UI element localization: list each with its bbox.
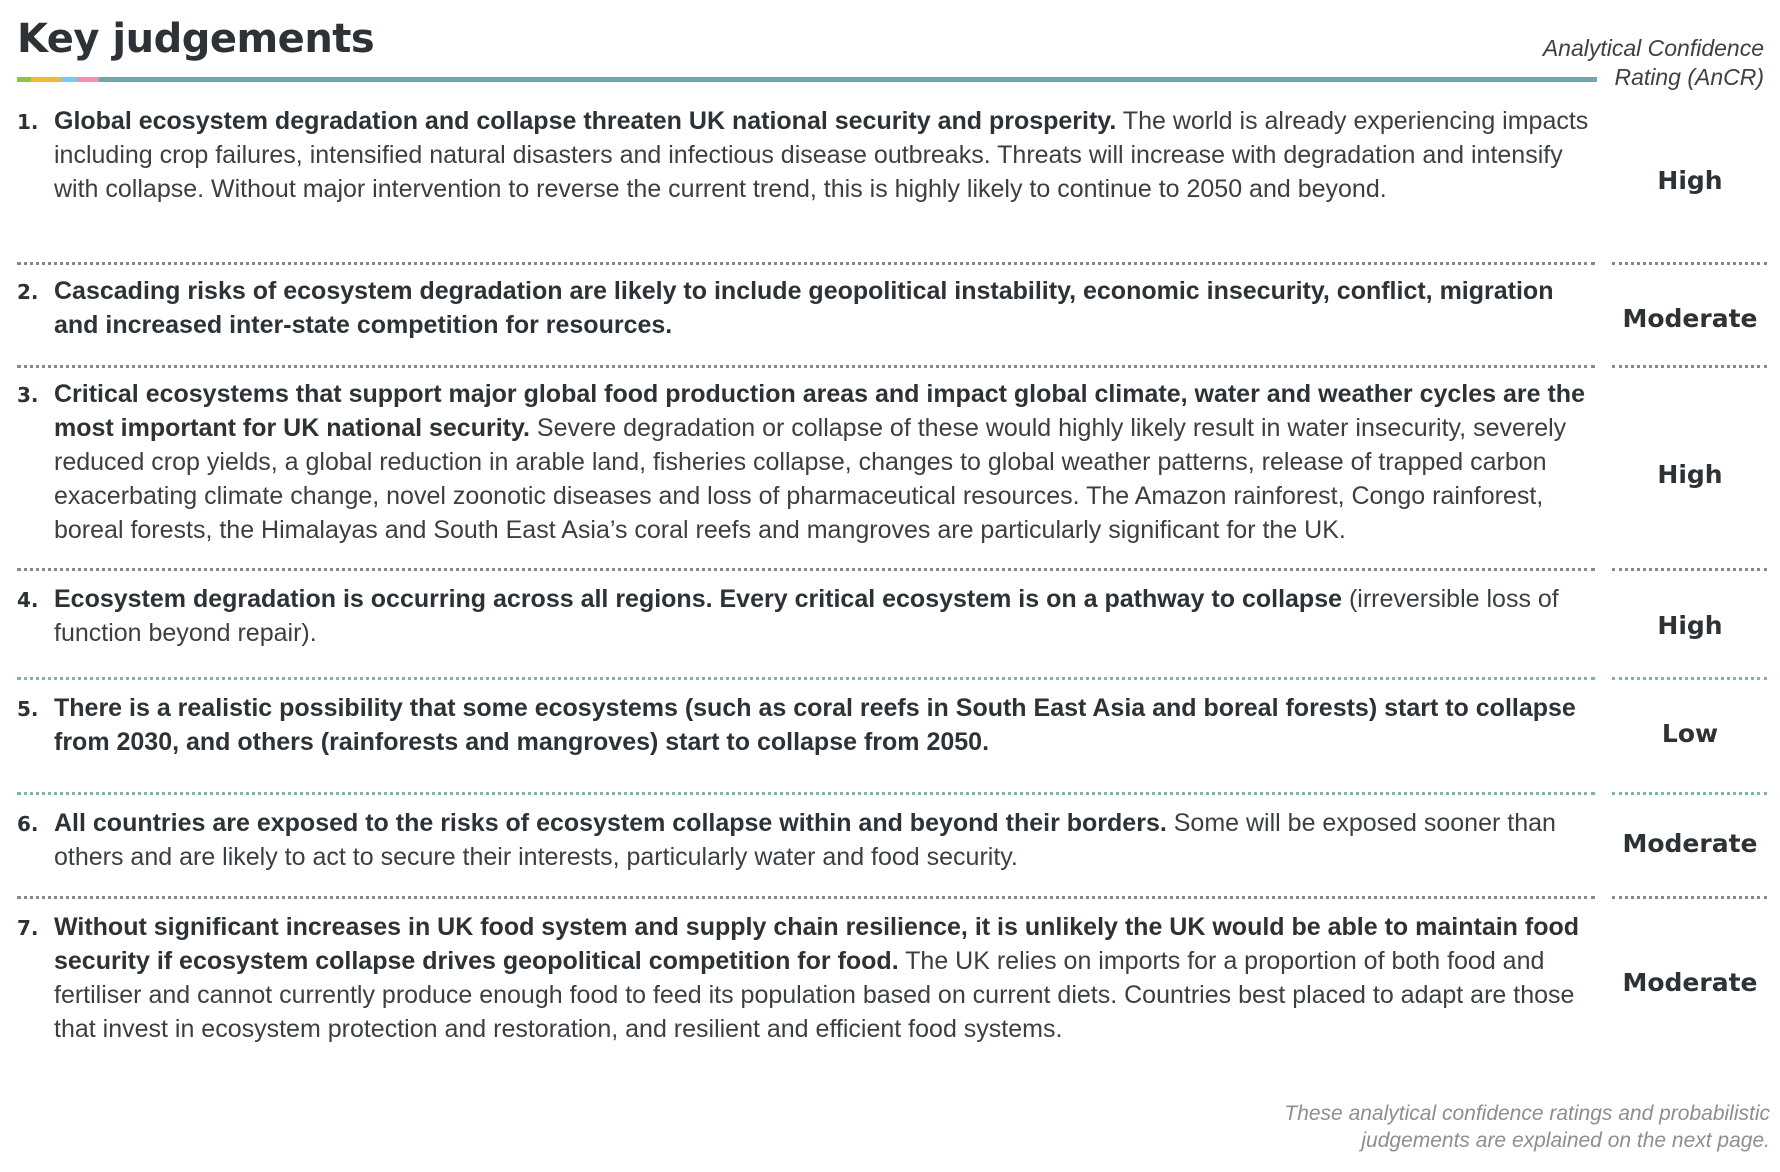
confidence-rating: High bbox=[1657, 460, 1723, 489]
row-separator bbox=[17, 262, 1595, 265]
judgement-body: (irreversible loss of function beyond repair). bbox=[54, 585, 1559, 647]
judgement-bold: Cascading risks of ecosystem degradation are likely to include geopolitical instability, economic insecurity, conflict, migration and increased inter-state competition for resources. bbox=[54, 277, 1554, 339]
judgement-bold: There is a realistic possibility that some ecosystems (such as coral reefs in South East Asia and boreal forests) start to collapse from 2030, and others (rainforests and mangroves) start to collapse from 2050. bbox=[54, 694, 1576, 756]
judgement-number: 4. bbox=[17, 588, 39, 612]
judgement-bold: Ecosystem degradation is occurring across all regions. Every critical ecosystem is on a pathway to collapse bbox=[54, 585, 1343, 613]
judgement-text bbox=[54, 274, 1599, 342]
confidence-rating: Moderate bbox=[1622, 829, 1758, 858]
row-separator bbox=[17, 365, 1595, 368]
judgement-text bbox=[54, 691, 1599, 759]
row-separator bbox=[1612, 896, 1767, 899]
judgement-number: 6. bbox=[17, 812, 39, 836]
footnote bbox=[1250, 1100, 1770, 1154]
judgement-body: The world is already experiencing impacts including crop failures, intensified natural disasters and infectious disease outbreaks. Threats will increase with degradation and intensify with collapse. Without major intervention to reverse the current trend, this is highly likely to continue to 2050 and beyond. bbox=[54, 107, 1589, 203]
confidence-rating: Low bbox=[1661, 719, 1719, 748]
judgement-number: 3. bbox=[17, 383, 39, 407]
judgement-body: The UK relies on imports for a proportion of both food and fertiliser and cannot currently produce enough food to feed its population based on current diets. Countries best placed to adapt are those that invest in ecosystem protection and restoration, and resilient and efficient food systems. bbox=[54, 947, 1575, 1043]
confidence-rating: Moderate bbox=[1622, 968, 1758, 997]
confidence-rating: High bbox=[1657, 166, 1723, 195]
judgement-body: Severe degradation or collapse of these would highly likely result in water insecurity, severely reduced crop yields, a global reduction in arable land, fisheries collapse, changes to global weather patterns, release of trapped carbon exacerbating climate change, novel zoonotic diseases and loss of pharmaceutical resources. The Amazon rainforest, Congo rainforest, boreal forests, the Himalayas and South East Asia’s coral reefs and mangroves are particularly significant for the UK. bbox=[54, 414, 1567, 544]
page-title: Key judgements bbox=[17, 16, 375, 62]
judgement-bold: All countries are exposed to the risks of ecosystem collapse within and beyond their borders. bbox=[54, 809, 1167, 837]
judgement-text bbox=[54, 104, 1599, 206]
confidence-rating: Moderate bbox=[1622, 304, 1758, 333]
row-separator bbox=[17, 568, 1595, 571]
judgement-text bbox=[54, 582, 1599, 650]
row-separator bbox=[17, 792, 1595, 795]
judgement-number: 1. bbox=[17, 110, 39, 134]
title-rule bbox=[17, 77, 1597, 82]
row-separator bbox=[1612, 262, 1767, 265]
row-separator bbox=[17, 677, 1595, 680]
footnote-line2: judgements are explained on the next page. bbox=[1361, 1129, 1770, 1152]
row-separator bbox=[1612, 677, 1767, 680]
judgement-bold: Without significant increases in UK food system and supply chain resilience, it is unlikely the UK would be able to maintain food security if ecosystem collapse drives geopolitical competition for food. bbox=[54, 913, 1580, 975]
judgement-bold: Critical ecosystems that support major global food production areas and impact global climate, water and weather cycles are the most important for UK national security. bbox=[54, 380, 1585, 442]
rating-column-header bbox=[1464, 34, 1764, 92]
judgement-bold: Global ecosystem degradation and collapse threaten UK national security and prosperity. bbox=[54, 107, 1117, 135]
judgement-text bbox=[54, 910, 1599, 1046]
row-separator bbox=[1612, 568, 1767, 571]
row-separator bbox=[1612, 365, 1767, 368]
judgement-body: Some will be exposed sooner than others and are likely to act to secure their interests, particularly water and food security. bbox=[54, 809, 1556, 871]
judgement-text bbox=[54, 806, 1599, 874]
row-separator bbox=[1612, 792, 1767, 795]
confidence-rating: High bbox=[1657, 611, 1723, 640]
judgement-number: 5. bbox=[17, 697, 39, 721]
rating-header-line2: Rating (AnCR) bbox=[1614, 64, 1764, 90]
rating-header-line1: Analytical Confidence bbox=[1542, 35, 1764, 61]
footnote-line1: These analytical confidence ratings and probabilistic bbox=[1284, 1102, 1770, 1125]
row-separator bbox=[17, 896, 1595, 899]
judgement-number: 2. bbox=[17, 280, 39, 304]
judgement-number: 7. bbox=[17, 916, 39, 940]
judgement-text bbox=[54, 377, 1599, 547]
